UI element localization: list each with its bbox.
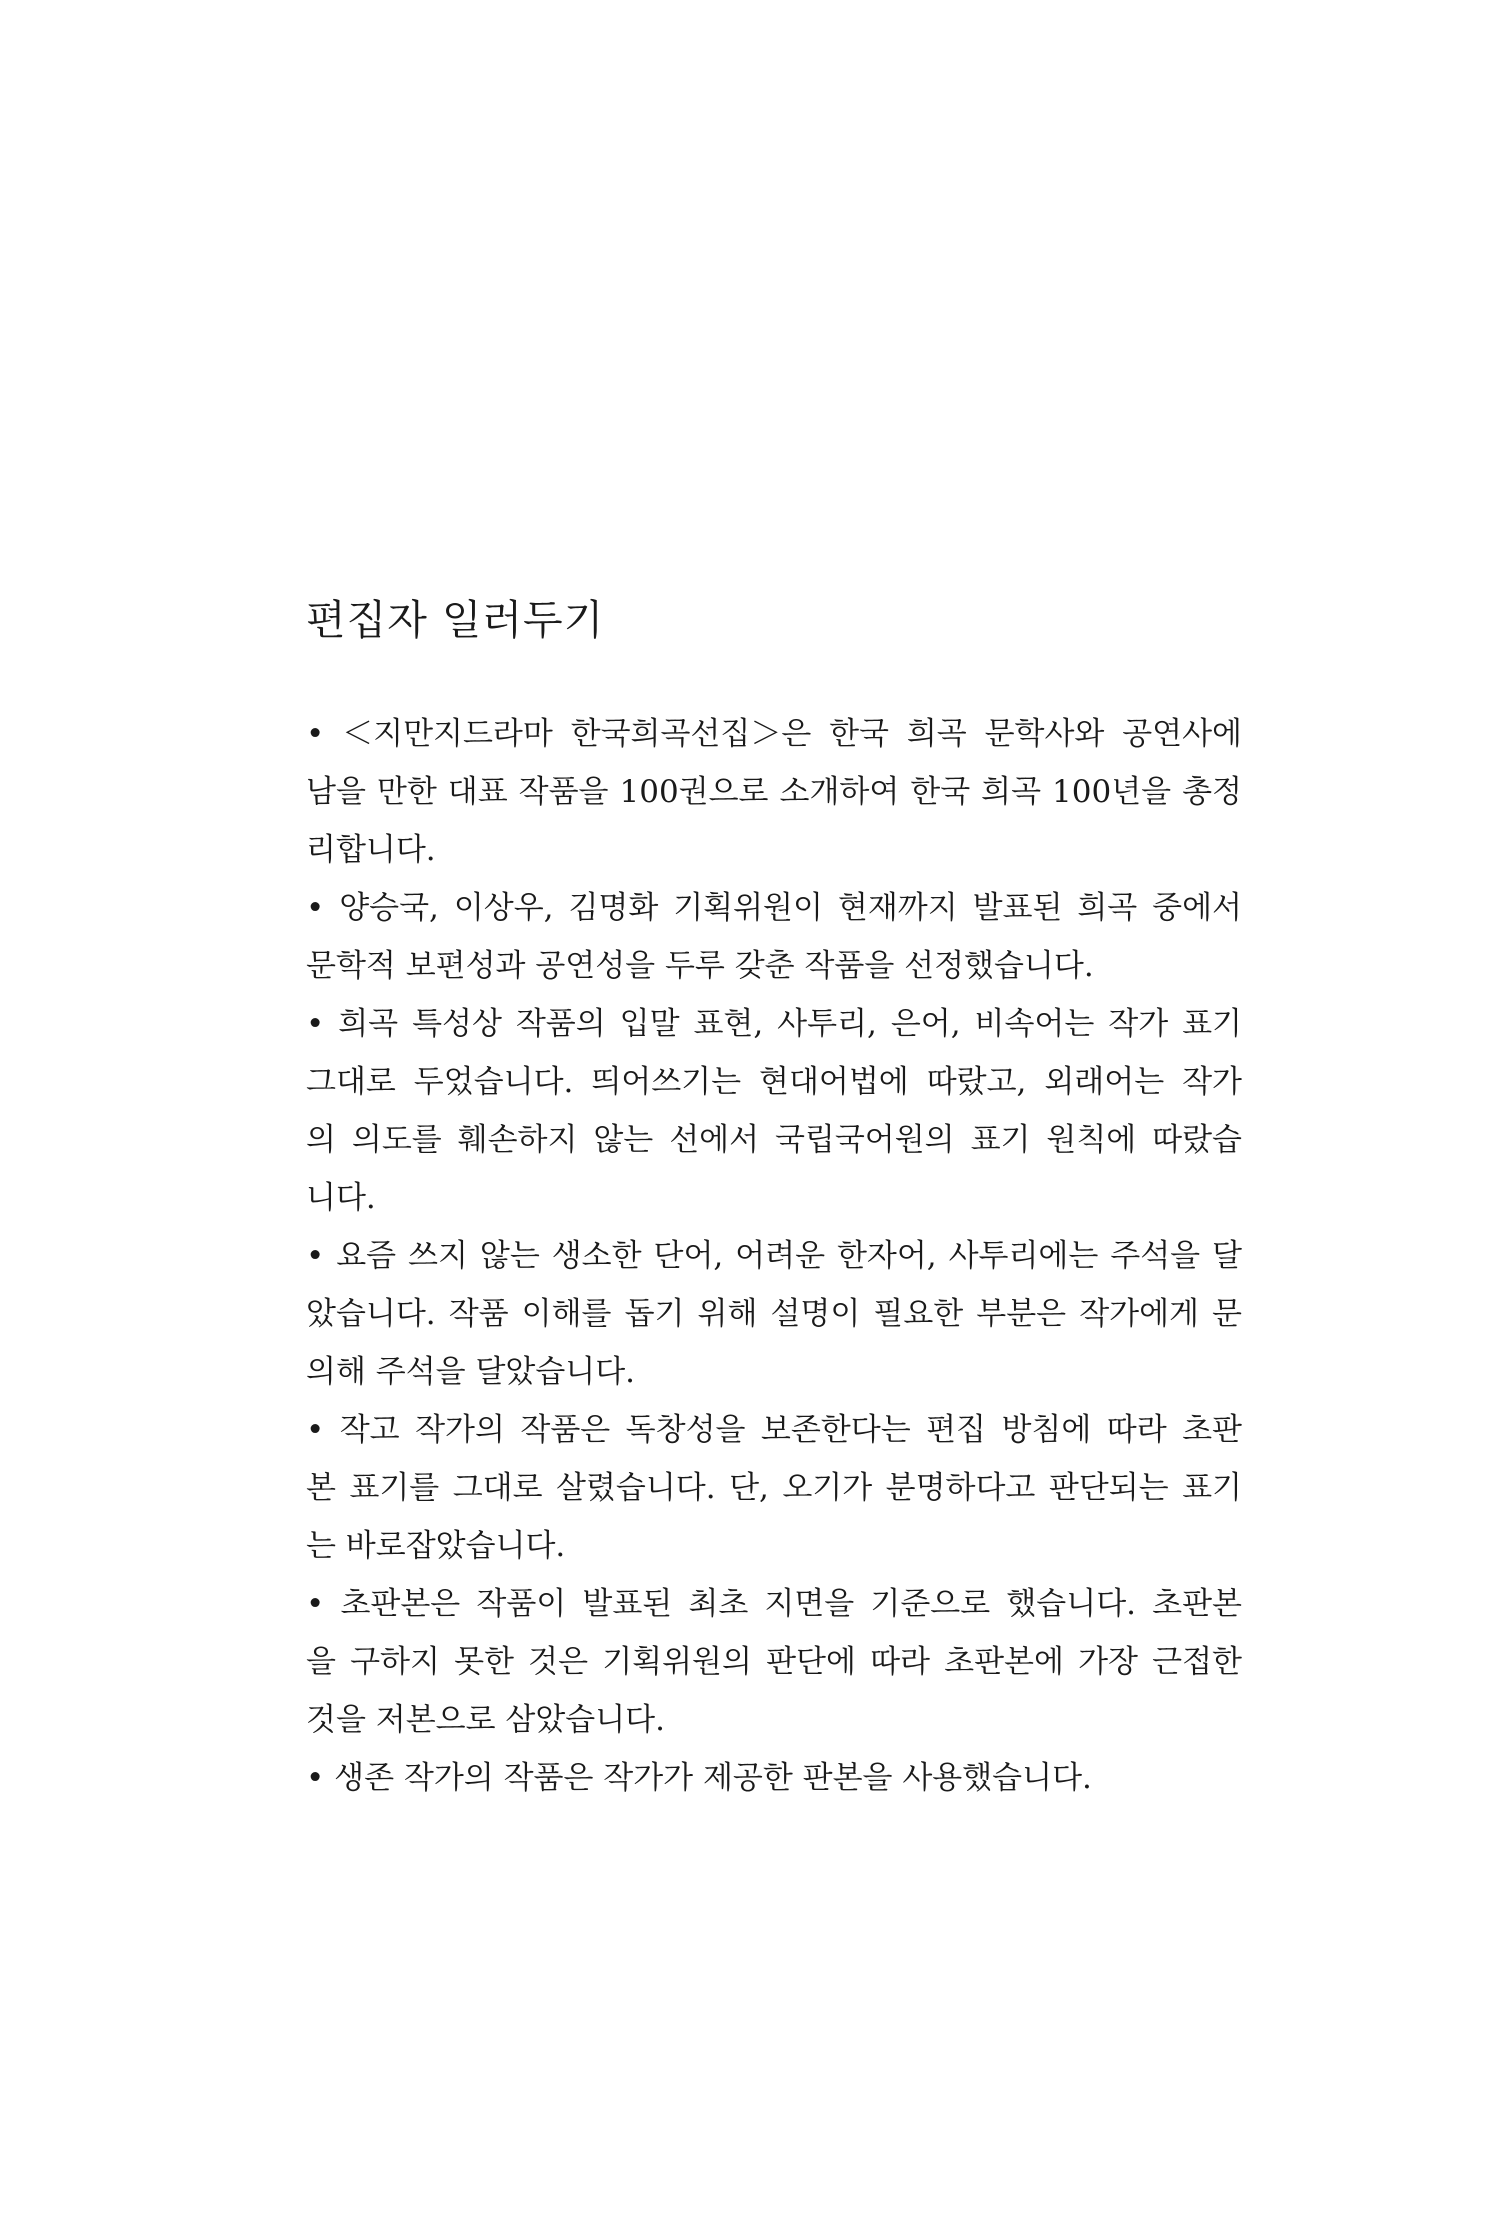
list-item	[306, 1401, 1242, 1575]
note-text-line: 그대로 두었습니다. 띄어쓰기는 현대어법에 따랐고, 외래어는 작가	[306, 1064, 1242, 1100]
note-text-line: 것을 저본으로 삼았습니다.	[306, 1702, 665, 1738]
list-item	[306, 1227, 1242, 1401]
note-text-line: 의 의도를 훼손하지 않는 선에서 국립국어원의 표기 원칙에 따랐습	[306, 1122, 1242, 1158]
note-text-line: • 초판본은 작품이 발표된 최초 지면을 기준으로 했습니다. 초판본	[306, 1586, 1242, 1622]
list-item	[306, 879, 1242, 995]
note-text-line: • 희곡 특성상 작품의 입말 표현, 사투리, 은어, 비속어는 작가 표기	[306, 1006, 1242, 1042]
page-title: 편집자 일러두기	[306, 596, 605, 644]
note-text-line: • 요즘 쓰지 않는 생소한 단어, 어려운 한자어, 사투리에는 주석을 달	[306, 1238, 1242, 1274]
editor-notes-list	[306, 705, 1242, 1807]
note-text-line: 았습니다. 작품 이해를 돕기 위해 설명이 필요한 부분은 작가에게 문	[306, 1296, 1242, 1332]
note-text-line: • 작고 작가의 작품은 독창성을 보존한다는 편집 방침에 따라 초판	[306, 1412, 1242, 1448]
note-text-line: 문학적 보편성과 공연성을 두루 갖춘 작품을 선정했습니다.	[306, 948, 1094, 984]
note-text-line: 리합니다.	[306, 832, 436, 868]
note-text-line: • ＜지만지드라마 한국희곡선집＞은 한국 희곡 문학사와 공연사에	[306, 716, 1242, 752]
note-text-line: 의해 주석을 달았습니다.	[306, 1354, 636, 1390]
note-text-line: • 양승국, 이상우, 김명화 기획위원이 현재까지 발표된 희곡 중에서	[306, 890, 1242, 926]
note-text-line: 을 구하지 못한 것은 기획위원의 판단에 따라 초판본에 가장 근접한	[306, 1644, 1242, 1680]
list-item	[306, 1749, 1242, 1807]
list-item	[306, 1575, 1242, 1749]
list-item	[306, 995, 1242, 1227]
note-text-line: 는 바로잡았습니다.	[306, 1528, 566, 1564]
list-item	[306, 705, 1242, 879]
note-text-line: 니다.	[306, 1180, 376, 1216]
note-text-line: • 생존 작가의 작품은 작가가 제공한 판본을 사용했습니다.	[306, 1760, 1092, 1796]
note-text-line: 본 표기를 그대로 살렸습니다. 단, 오기가 분명하다고 판단되는 표기	[306, 1470, 1242, 1506]
note-text-line: 남을 만한 대표 작품을 100권으로 소개하여 한국 희곡 100년을 총정	[306, 774, 1242, 810]
